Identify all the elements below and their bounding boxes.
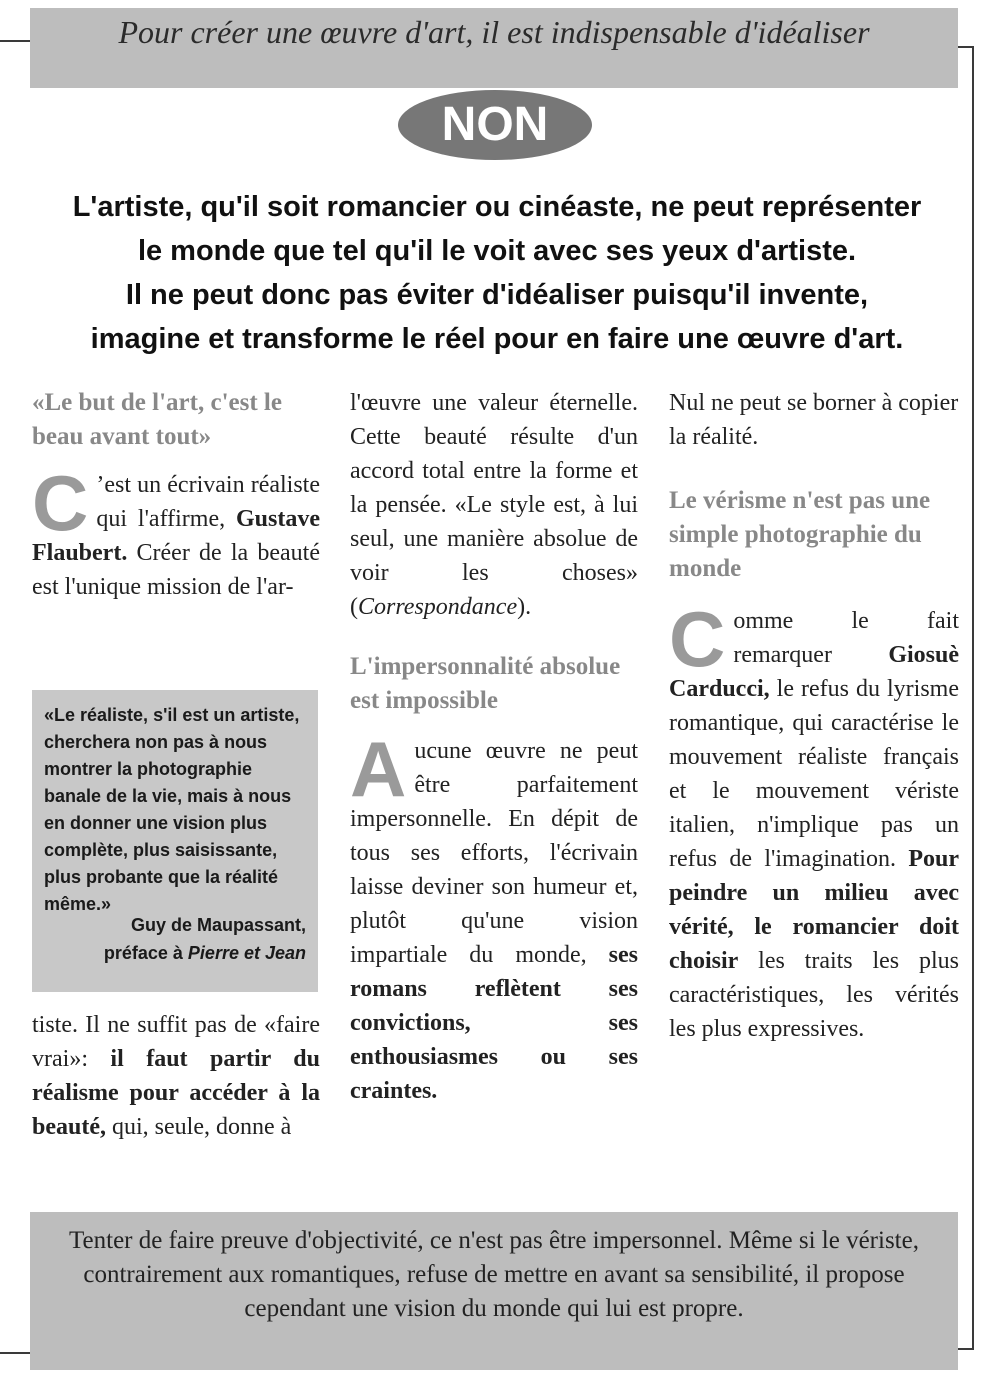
quote-author: Guy de Maupassant, (130, 915, 306, 935)
dropcap: C (669, 595, 726, 683)
quote-text: «Le réaliste, s'il est un artiste, cherchera non pas à nous montrer la photographie banale de la vie, mais à nous en donner une vision plus complète, plus saisissante, plus probante que la réalité même.» (44, 705, 300, 914)
text-run: ). (517, 594, 532, 620)
book-title: Correspondance (358, 594, 518, 620)
column-3 (669, 386, 959, 1046)
section-3-paragraph (669, 595, 959, 1046)
text-run: préface à (103, 943, 188, 963)
frame-line-bottom-left (0, 1352, 30, 1354)
non-badge: NON (398, 90, 592, 160)
bold-statement: ses romans reflètent ses convictions, ses enthousiasmes ou ses craintes. (350, 942, 638, 1104)
text-run: omme le fait remarquer (733, 608, 959, 668)
author-name: Giosuè Carducci, (669, 642, 959, 702)
text-run: l'œuvre une valeur éternelle. Cette beauté résulte d'un accord total entre la forme et la pensée. «Le style est, à lui seul, une manière absolue de voir les choses» ( (350, 390, 638, 620)
text-run: ucune œuvre ne peut être parfaitement impersonnelle. En dépit de tous ses efforts, l'écrivain laisse deviner son humeur et, plutôt qu'une vision impartiale du monde, (350, 738, 638, 968)
section-1-paragraph-cont (32, 1008, 320, 1144)
quote-source (104, 940, 306, 967)
text-run: ’est un écrivain réaliste qui l'affirme, (96, 472, 320, 532)
quote-box (32, 690, 318, 992)
bold-statement: Pour peindre un milieu avec vérité, le romancier doit choisir (669, 846, 959, 974)
dropcap: A (350, 725, 407, 813)
column-2 (350, 386, 638, 1108)
section-1-paragraph (32, 459, 320, 604)
text-run: le refus du lyrisme romantique, qui caractérise le mouvement réaliste français et le mouvement vériste italien, n'implique pas un refus de l'imagination. (669, 676, 959, 872)
author-name: Gustave Flaubert. (32, 506, 320, 566)
text-run: tiste. Il ne suffit pas de «faire vrai»: (32, 1012, 320, 1072)
lead-line: Il ne peut donc pas éviter d'idéaliser puisqu'il invente, (125, 279, 869, 311)
section-3-heading: Le vérisme n'est pas une simple photographie du monde (669, 487, 931, 582)
frame-line-top-left (0, 40, 30, 42)
column-3-paragraph: Nul ne peut se borner à copier la réalité. (669, 390, 959, 450)
conclusion-text: Tenter de faire preuve d'objectivité, ce n'est pas être impersonnel. Même si le vériste, contrairement aux romantiques, refuse de mettre en avant sa sensibilité, il propose cependant une vision du monde qui lui est propre. (69, 1227, 919, 1322)
column-1 (32, 386, 320, 604)
book-title: Pierre et Jean (187, 943, 306, 963)
lead-line: imagine et transforme le réel pour en faire une œuvre d'art. (90, 323, 904, 355)
text-run: les traits les plus caractéristiques, les vérités les plus expressives. (669, 948, 959, 1042)
lead-line: le monde que tel qu'il le voit avec ses yeux d'artiste. (137, 235, 857, 267)
section-1-heading: «Le but de l'art, c'est le beau avant tout» (32, 389, 282, 450)
column-1-continued (32, 1008, 320, 1144)
lead-line: L'artiste, qu'il soit romancier ou cinéaste, ne peut représenter (72, 191, 922, 223)
column-2-paragraph (350, 386, 638, 624)
frame-line-bottom-right (958, 1348, 974, 1350)
section-2-paragraph (350, 725, 638, 1108)
section-2-heading: L'impersonnalité absolue est impossible (350, 653, 621, 714)
text-run: Créer de la beauté est l'unique mission de l'ar- (32, 540, 320, 600)
lead-paragraph (20, 185, 974, 361)
bold-statement: il faut partir du réalisme pour accéder à la beauté, (32, 1046, 320, 1140)
dropcap: C (32, 459, 89, 547)
page-title: Pour créer une œuvre d'art, il est indispensable d'idéaliser (118, 14, 870, 50)
text-run: qui, seule, donne à (106, 1114, 292, 1140)
